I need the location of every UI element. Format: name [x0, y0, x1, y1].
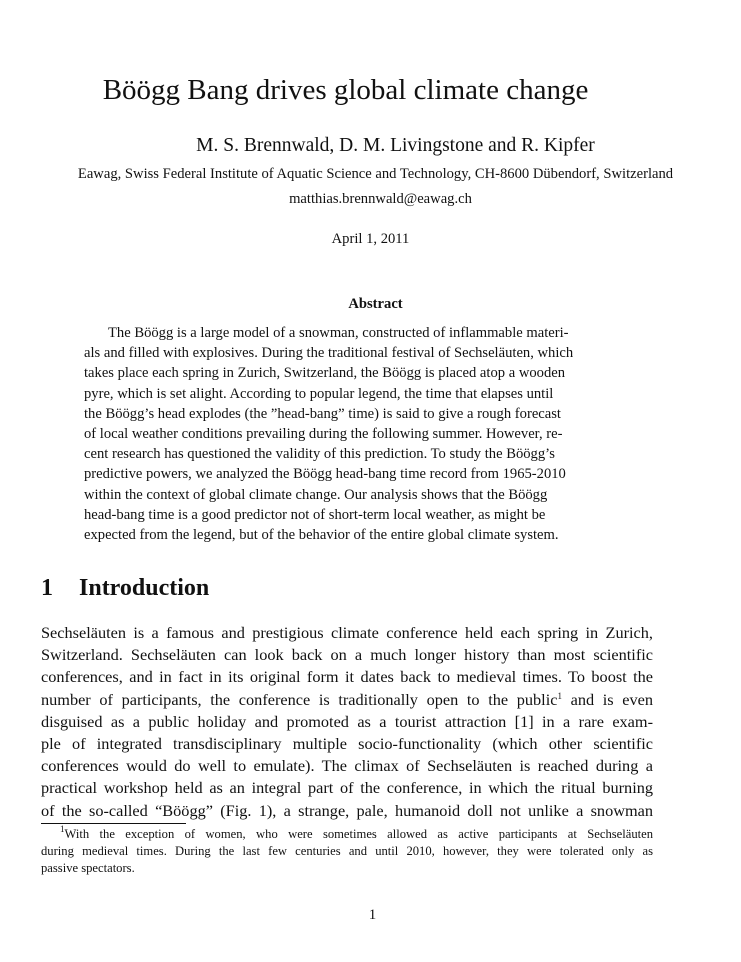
body-line: ple of integrated transdisciplinary multiple socio-functionality (which other scientific	[41, 733, 653, 753]
abstract-line: The Böögg is a large model of a snowman, constructed of inflammable materi-	[108, 325, 569, 341]
footnote-line: during medieval times. During the last few centuries and until 2010, however, they were tolerated only as	[41, 844, 653, 858]
introduction-body	[41, 622, 653, 822]
abstract-line: cent research has questioned the validity of this prediction. To study the Böögg’s	[84, 446, 555, 463]
footnote-reference[interactable]: 1	[557, 690, 562, 701]
body-line	[41, 689, 653, 711]
abstract-line: predictive powers, we analyzed the Böögg head-bang time record from 1965-2010	[84, 466, 566, 483]
abstract-line: the Böögg’s head explodes (the ”head-bang” time) is said to give a rough forecast	[84, 405, 561, 422]
body-line: practical workshop held as an integral part of the conference, in which the ritual burning	[41, 778, 653, 798]
paper-title: Böögg Bang drives global climate change	[102, 74, 589, 106]
section-title: Introduction	[79, 575, 210, 601]
abstract-line: head-bang time is a good predictor not of short-term local weather, as might be	[84, 506, 546, 523]
abstract-body	[84, 323, 609, 545]
author-list: M. S. Brennwald, D. M. Livingstone and R. Kipfer	[196, 135, 595, 156]
footnote-text: With the exception of women, who were sometimes allowed as active participants at Sechseläuten	[64, 827, 653, 841]
section-heading	[41, 572, 209, 604]
abstract-heading: Abstract	[348, 296, 403, 312]
page-number: 1	[368, 907, 377, 923]
publication-date: April 1, 2011	[331, 231, 410, 247]
body-line: Switzerland. Sechseläuten can look back on a much longer history than most scientific	[41, 645, 653, 665]
abstract-line: of local weather conditions prevailing during the following summer. However, re-	[84, 425, 563, 442]
body-line-part: and is even	[561, 689, 654, 709]
abstract-line: takes place each spring in Zurich, Switzerland, the Böögg is placed atop a wooden	[84, 365, 566, 382]
affiliation: Eawag, Swiss Federal Institute of Aquatic Science and Technology, CH-8600 Dübendorf, Switzerland	[77, 166, 674, 182]
body-line: Sechseläuten is a famous and prestigious climate conference held each spring in Zurich,	[41, 623, 653, 642]
abstract-line: within the context of global climate change. Our analysis shows that the Böögg	[84, 486, 548, 503]
body-line: disguised as a public holiday and promoted as a tourist attraction [1] in a rare exam-	[41, 711, 653, 731]
body-line: conferences, and in fact in its original form it dates back to medieval times. To boost the	[41, 667, 653, 687]
abstract-line: als and filled with explosives. During the traditional festival of Sechseläuten, which	[84, 345, 574, 362]
footnote	[41, 826, 653, 877]
footnote-line	[41, 826, 653, 843]
abstract-line: expected from the legend, but of the behavior of the entire global climate system.	[84, 526, 559, 543]
footnote-line: passive spectators.	[41, 861, 135, 875]
abstract-line: pyre, which is set alight. According to popular legend, the time that elapses until	[84, 385, 554, 402]
body-line: of the so-called “Böögg” (Fig. 1), a strange, pale, humanoid doll not unlike a snowman	[41, 800, 653, 820]
body-line: conferences would do well to emulate). The climax of Sechseläuten is reached during a	[41, 756, 653, 776]
section-number: 1	[41, 575, 53, 601]
body-line-part: number of participants, the conference is traditionally open to the public	[41, 689, 558, 709]
footnote-marker: 1	[60, 824, 65, 834]
contact-email: matthias.brennwald@eawag.ch	[289, 191, 472, 207]
